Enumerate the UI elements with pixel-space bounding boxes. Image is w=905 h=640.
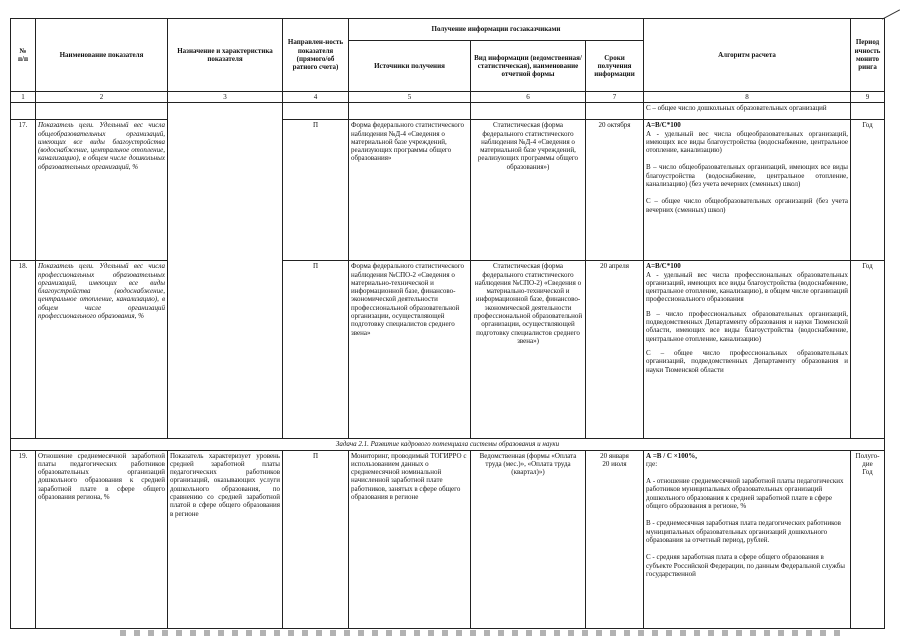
algorithm-cell <box>644 261 851 439</box>
header-sources: Источники получения <box>349 41 471 92</box>
scan-noise-line <box>120 630 840 636</box>
period: Полуго-дие Год <box>851 450 885 628</box>
indicator-purpose: Показатель характеризует уровень средней заработной платы педагогических работников организаций, оказывающих услуги дошкольного образования, по сравнению со средней заработной платой в сфере общего образования в регионе <box>168 450 283 628</box>
col-number: 4 <box>283 92 349 103</box>
info-type: Статистическая (форма федерального статистического наблюдения №Д-4 «Сведения о материальной базе учреждений, реализующих программы общего образования») <box>471 120 586 261</box>
col-number: 2 <box>36 92 168 103</box>
alg-b: В - среднемесячная заработная плата педагогических работников муниципальных образовательных организаций дошкольного образования за отчетный период, рублей. <box>646 519 841 544</box>
table-row <box>11 120 885 261</box>
indicator-name: Показатель цели. Удельный вес числа профессиональных образовательных организаций, имеющих все виды благоустройства (водоснабжение, центральное отопление, канализацию), в общем числе организаций профессионального образования, % <box>36 261 168 439</box>
col-number: 1 <box>11 92 36 103</box>
alg-c: С – общее число профессиональных образовательных организаций, подведомственных Департаменту образования и науки Тюменской области <box>646 348 849 374</box>
carryover-algorithm: С – общее число дошкольных образовательных организаций <box>644 103 851 120</box>
header-algorithm: Алгоритм расчета <box>644 19 851 92</box>
formula: А =В / С ×100%, <box>646 451 697 460</box>
column-number-row <box>11 92 885 103</box>
alg-c: С - средняя заработная плата в сфере общего образования в субъекте Российской Федерации, по данным Федеральной службы государственной <box>646 553 845 578</box>
header-direction: Направлен-ность показателя (прямого/об ратного счета) <box>283 19 349 92</box>
col-number: 3 <box>168 92 283 103</box>
col-number: 7 <box>586 92 644 103</box>
header-period: Период ичность монито ринга <box>851 19 885 92</box>
info-source: Форма федерального статистического наблюдения №Д-4 «Сведения о материальной базе учреждений, реализующих программы общего образования» <box>349 120 471 261</box>
row-num: 19. <box>11 450 36 628</box>
formula: А=В/С*100 <box>646 262 681 271</box>
col-number: 5 <box>349 92 471 103</box>
formula-where: где: <box>646 459 658 468</box>
info-source: Мониторинг, проводимый ТОГИРРО с использованием данных о среднемесячной номинальной начисленной заработной плате работников, занятых в сфере общего образования в регионе <box>349 450 471 628</box>
info-term: 20 октября <box>586 120 644 261</box>
table-row <box>11 450 885 628</box>
info-type: Статистическая (форма федерального статистического наблюдения №СПО-2) «Сведения о материально-технической и информационной базе, финансово-экономической деятельности профессиональной образовательной организации, осуществляющей подготовку специалистов среднего звена») <box>471 261 586 439</box>
alg-c: С – общее число общеобразовательных организаций (без учета вечерних (сменных) школ) <box>646 197 849 214</box>
alg-b: В – число общеобразовательных организаций, имеющих все виды благоустройства (водоснабжение, центральное отопление, канализацию) (без учета вечерних (сменных) школ) <box>646 163 849 189</box>
carryover-row <box>11 103 885 120</box>
algorithm-cell <box>644 120 851 261</box>
info-term: 20 апреля <box>586 261 644 439</box>
direction: П <box>283 120 349 261</box>
task-title: Задача 2.1. Развитие кадрового потенциала системы образования и науки <box>11 439 885 450</box>
indicators-table <box>10 18 885 629</box>
info-source: Форма федерального статистического наблюдения №СПО-2 «Сведения о материально-технической и информационной базе, финансово-экономической деятельности профессиональной образовательной организации, осуществляющей подготовку специалистов среднего звена» <box>349 261 471 439</box>
info-term: 20 января 20 июля <box>586 450 644 628</box>
row-num: 18. <box>11 261 36 439</box>
header-num: № п/п <box>11 19 36 92</box>
alg-a: А - удельный вес числа общеобразовательных организаций, имеющих все виды благоустройства (водоснабжение, центральное отопление, канализацию) <box>646 129 849 155</box>
direction: П <box>283 450 349 628</box>
header-purpose: Назначение и характеристика показателя <box>168 19 283 92</box>
direction: П <box>283 261 349 439</box>
table-row <box>11 261 885 439</box>
alg-a: А - удельный вес числа профессиональных образовательных организаций, имеющих все виды благоустройства (водоснабжение, центральное отопление, канализацию), в общем числе организаций профессионального образования <box>646 270 849 304</box>
algorithm-cell <box>644 450 851 628</box>
col-number: 8 <box>644 92 851 103</box>
info-type: Ведомственная (формы «Оплата труда (мес.)», «Оплата труда (квартал)») <box>471 450 586 628</box>
header-terms: Сроки получения информации <box>586 41 644 92</box>
header-name: Наименование показателя <box>36 19 168 92</box>
task-row <box>11 439 885 450</box>
formula: А=В/С*100 <box>646 121 681 130</box>
col-number: 6 <box>471 92 586 103</box>
header-info-type: Вид информации (ведомственная/ статистическая), наименование отчетной формы <box>471 41 586 92</box>
header-info-group: Получение информации госзаказчиками <box>349 19 644 41</box>
row-num: 17. <box>11 120 36 261</box>
period: Год <box>851 120 885 261</box>
alg-a: А - отношение среднемесячной заработной платы педагогических работников муниципальных образовательных организаций дошкольного образования к средней заработной плате в сфере общего образования в регионе, % <box>646 477 844 511</box>
indicator-name: Отношение среднемесячной заработной платы педагогических работников образовательных организаций дошкольного образования к средней заработной плате в сфере общего образования региона, % <box>36 450 168 628</box>
alg-b: В – число профессиональных образовательных организаций, подведомственных Департаменту образования и науки Тюменской области, имеющих все виды благоустройства (водоснабжение, центральное отопление, канализацию) <box>646 309 849 343</box>
indicator-name: Показатель цели. Удельный вес числа общеобразовательных организаций, имеющих все виды благоустройства (водоснабжение, центральное отопление, канализацию), в общем числе дошкольных образовательных организаций, % <box>36 120 168 261</box>
col-number: 9 <box>851 92 885 103</box>
period: Год <box>851 261 885 439</box>
